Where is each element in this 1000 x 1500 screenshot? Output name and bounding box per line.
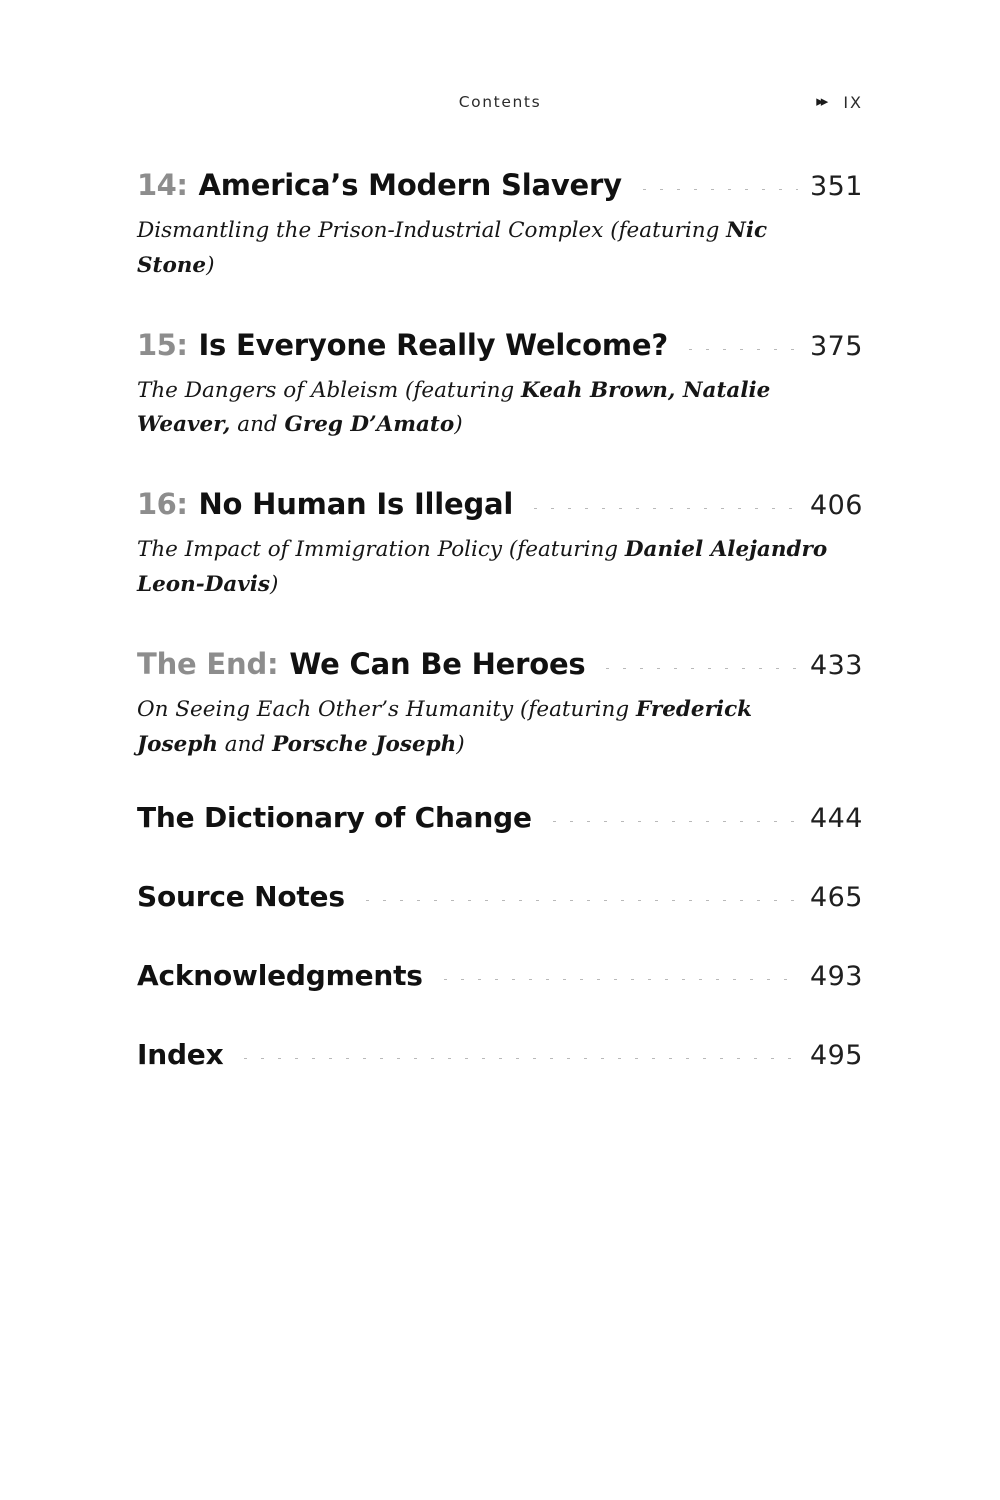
dot-leader bbox=[359, 900, 798, 901]
toc-entry-line bbox=[137, 801, 863, 834]
toc-entry[interactable] bbox=[137, 168, 863, 284]
subtitle-contributor: Keah Brown, Natalie Weaver, bbox=[137, 377, 771, 438]
toc-entry-number: 15: bbox=[137, 327, 188, 362]
toc-entry-subtitle bbox=[137, 214, 837, 284]
toc-entry[interactable] bbox=[137, 487, 863, 603]
table-of-contents bbox=[137, 168, 863, 1071]
toc-entry-back-matter[interactable] bbox=[137, 880, 863, 913]
subtitle-text: The Impact of Immigration Policy (featuring Daniel Alejandro Leon-Davis) bbox=[137, 537, 828, 598]
toc-entry-page: 351 bbox=[809, 171, 863, 202]
subtitle-contributor: Greg D’Amato bbox=[284, 412, 455, 438]
toc-entry-title: Acknowledgments bbox=[137, 958, 423, 992]
spacer bbox=[137, 443, 863, 487]
toc-entry-back-matter[interactable] bbox=[137, 801, 863, 834]
running-head-title: Contents bbox=[458, 93, 542, 111]
toc-entry-line bbox=[137, 487, 863, 521]
toc-entry-subtitle bbox=[137, 693, 837, 763]
toc-entry-title: Is Everyone Really Welcome? bbox=[198, 327, 668, 362]
running-head bbox=[137, 88, 863, 116]
running-head-right bbox=[816, 93, 863, 112]
dot-leader bbox=[237, 1058, 798, 1059]
dot-leader bbox=[437, 979, 798, 980]
toc-entry-line bbox=[137, 328, 863, 362]
dot-leader bbox=[682, 349, 798, 350]
toc-entry-page: 433 bbox=[809, 649, 863, 681]
toc-entry-page: 375 bbox=[809, 330, 863, 362]
page-folio: IX bbox=[843, 92, 863, 112]
toc-entry-line bbox=[137, 1038, 863, 1071]
subtitle-contributor: Porsche Joseph bbox=[272, 731, 457, 757]
toc-entry-line bbox=[137, 168, 863, 202]
spacer bbox=[137, 284, 863, 328]
toc-entry-title: Source Notes bbox=[137, 879, 345, 913]
toc-entry-number: 14: bbox=[137, 168, 188, 202]
subtitle-contributor: Frederick Joseph bbox=[137, 696, 753, 757]
spacer bbox=[137, 603, 863, 647]
dot-leader bbox=[636, 189, 798, 190]
subtitle-text: The Dangers of Ableism (featuring Keah Brown, Natalie Weaver, and Greg D’Amato) bbox=[137, 377, 771, 438]
dot-leader bbox=[527, 508, 798, 509]
toc-entry-back-matter[interactable] bbox=[137, 1038, 863, 1071]
toc-entry-back-matter[interactable] bbox=[137, 959, 863, 992]
toc-entry-title: The Dictionary of Change bbox=[137, 800, 532, 834]
toc-entry-line bbox=[137, 647, 863, 681]
toc-entry-line bbox=[137, 880, 863, 913]
subtitle-contributor: Nic Stone bbox=[137, 218, 768, 278]
toc-entry-line bbox=[137, 959, 863, 992]
dot-leader bbox=[546, 821, 798, 822]
toc-entry-title: America’s Modern Slavery bbox=[198, 168, 622, 202]
double-chevron-right-icon: ▸▸ bbox=[816, 92, 826, 110]
toc-entry-number: 16: bbox=[137, 487, 188, 522]
subtitle-contributor: Daniel Alejandro Leon-Davis bbox=[137, 537, 828, 598]
spacer bbox=[137, 763, 863, 801]
toc-entry-title: Index bbox=[137, 1037, 224, 1071]
toc-entry-page: 406 bbox=[809, 490, 863, 522]
toc-entry-page: 495 bbox=[809, 1039, 863, 1071]
subtitle-text: Dismantling the Prison-Industrial Complex (featuring Nic Stone) bbox=[137, 218, 768, 278]
toc-entry[interactable] bbox=[137, 647, 863, 763]
toc-entry-page: 444 bbox=[809, 802, 863, 834]
toc-entry-page: 465 bbox=[809, 881, 863, 913]
toc-entry-title: We Can Be Heroes bbox=[289, 646, 586, 681]
toc-entry[interactable] bbox=[137, 328, 863, 444]
toc-entry-title: No Human Is Illegal bbox=[198, 487, 514, 522]
toc-entry-subtitle bbox=[137, 374, 837, 444]
toc-entry-page: 493 bbox=[809, 960, 863, 992]
dot-leader bbox=[599, 668, 797, 669]
subtitle-text: On Seeing Each Other’s Humanity (featuring Frederick Joseph and Porsche Joseph) bbox=[137, 696, 753, 757]
toc-entry-subtitle bbox=[137, 533, 837, 603]
toc-entry-number: The End: bbox=[137, 646, 279, 681]
